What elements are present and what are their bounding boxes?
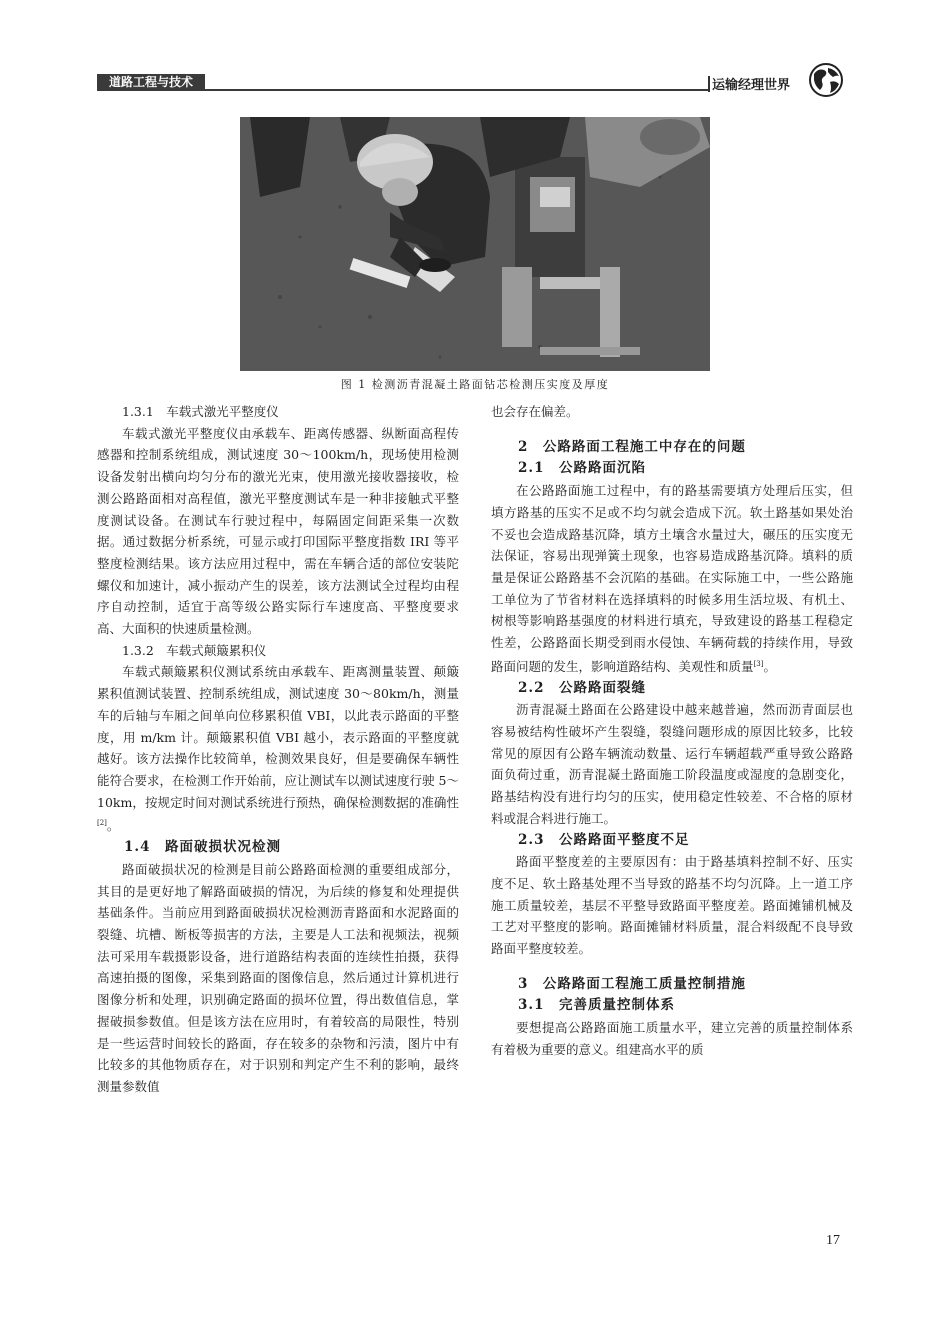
heading-3-1: 3.1 完善质量控制体系 <box>518 997 675 1014</box>
paragraph-bump-integrator <box>97 661 459 837</box>
heading-3: 3 公路路面工程施工质量控制措施 <box>518 975 746 992</box>
paragraph-subsidence-text: 在公路路面施工过程中，有的路基需要填方处理后压实，但填方路基的压实不足或不均匀就会造成下沉。软土路基如果处治不妥也会造成路基沉降，填方土壤含水量过大，碾压的压实度无法保证，容易出现弹簧土现象，也容易造成路基沉降。填料的质量是保证公路路基不会沉陷的基础。在实际施工中，一些公路施工单位为了节省材料在选择填料的时候多用生活垃圾、有机土、树根等影响路基强度的材料进行填充，导致建设的路基工程稳定性差，公路路面长期受到雨水侵蚀、车辆荷载的持续作用，导致路面问题的发生，影响道路结构、美观性和质量 <box>491 483 853 674</box>
journal-title: 运输经理世界 <box>712 78 791 93</box>
paragraph-laser-profilometer: 车载式激光平整度仪由承载车、距离传感器、纵断面高程传感器和控制系统组成，测试速度 30～100km/h，现场使用检测设备发射出横向均匀分布的激光光束，使用激光接收器接收，检测公路路面相对高程值，激光平整度测试车是一种非接触式平整度测试设备。在测试车行驶过程中，每隔固定间距采集一次数据。通过数据分析系统，可显示或打印国际平整度指数 IRI 等平整度检测结果。该方法应用过程中，需在车辆合适的部位安装陀螺仪和加速计，减小振动产生的误差，该方法测试全过程均由程序自动控制，适宜于高等级公路实际行车速度高、平整度要求高、大面积的快速质量检测。 <box>97 425 459 637</box>
heading-1-4: 1.4 路面破损状况检测 <box>124 839 281 856</box>
heading-2-3: 2.3 公路路面平整度不足 <box>518 831 690 848</box>
heading-2: 2 公路路面工程施工中存在的问题 <box>518 438 746 455</box>
paragraph-quality-system: 要想提高公路路面施工质量水平，建立完善的质量控制体系有着极为重要的意义。组建高水平的质 <box>491 1020 853 1057</box>
heading-1-3-1: 1.3.1 车载式激光平整度仪 <box>122 404 279 419</box>
right-column <box>491 401 853 1061</box>
heading-2-2: 2.2 公路路面裂缝 <box>518 679 646 696</box>
figure-caption: 图 1 检测沥青混凝土路面钻芯检测压实度及厚度 <box>340 378 610 391</box>
page-number: 17 <box>826 1233 840 1248</box>
paragraph-bump-integrator-end: 。 <box>106 818 120 834</box>
header-rule <box>205 89 710 91</box>
globe-logo-icon <box>808 62 844 98</box>
paragraph-subsidence-end: 。 <box>763 658 776 674</box>
section-tag: 道路工程与技术 <box>97 74 205 91</box>
paragraph-flatness: 路面平整度差的主要原因有：由于路基填料控制不好、压实度不足、软土路基处理不当导致的路基不均匀沉降。上一道工序施工质量较差，基层不平整导致路面平整度差。路面摊铺机械及工艺对平整度的影响。路面摊铺材料质量，混合料级配不良导致路面平整度较差。 <box>491 854 853 957</box>
heading-2-1: 2.1 公路路面沉陷 <box>518 460 646 477</box>
paragraph-bump-integrator-text: 车载式颠簸累积仪测试系统由承载车、距离测量装置、颠簸累积值测试装置、控制系统组成，测试速度 30～80km/h，测量车的后轴与车厢之间单向位移累积值 VBI，以此表示路面的平整度，用 m/km 计。颠簸累积值 VBI 越小，表示路面的平整度就越好。该方法操作比较简单，检测效果良好，但是要确保车辆性能符合要求，在检测工作开始前，应让测试车以测试速度行驶 5～10km，按规定时间对测试系统进行预热，确保检测数据的准确性 <box>97 664 459 810</box>
citation-2: [2] <box>97 819 107 828</box>
paragraph-damage-detection: 路面破损状况的检测是目前公路路面检测的重要组成部分，其目的是更好地了解路面破损的情况，为后续的修复和处理提供基础条件。当前应用到路面破损状况检测沥青路面和水泥路面的裂缝、坑槽、断板等损害的方法，主要是人工法和视频法，视频法可采用车载摄影设备，进行道路结构表面的连续性拍摄，获得高速拍摄的图像，采集到路面的图像信息，然后通过计算机进行图像分析和处理，识别确定路面的损坏位置，得出数值信息，掌握破损参数值。但是该方法在应用时，有着较高的局限性，特别是一些运营时间较长的路面，存在较多的杂物和污渍，图片中有比较多的其他物质存在，对于识别和判定产生不利的影响，最终测量参数值 <box>97 861 459 1094</box>
left-column <box>97 401 459 1098</box>
header-divider <box>708 76 710 92</box>
figure-photo <box>240 117 710 371</box>
paragraph-cracks: 沥青混凝土路面在公路建设中越来越普遍，然而沥青面层也容易被结构性破坏产生裂缝，裂缝问题形成的原因比较多，比较常见的原因有公路车辆流动数量、运行车辆超载严重导致公路路面负荷过重，沥青混凝土路面施工阶段温度或湿度的急剧变化，路基结构没有进行均匀的压实，使用稳定性较差、不合格的原材料或混合料进行施工。 <box>491 702 853 826</box>
paragraph-continuation: 也会存在偏差。 <box>491 404 579 419</box>
citation-3: [3] <box>753 659 764 668</box>
heading-1-3-2: 1.3.2 车载式颠簸累积仪 <box>122 642 267 658</box>
paragraph-subsidence <box>491 480 853 677</box>
